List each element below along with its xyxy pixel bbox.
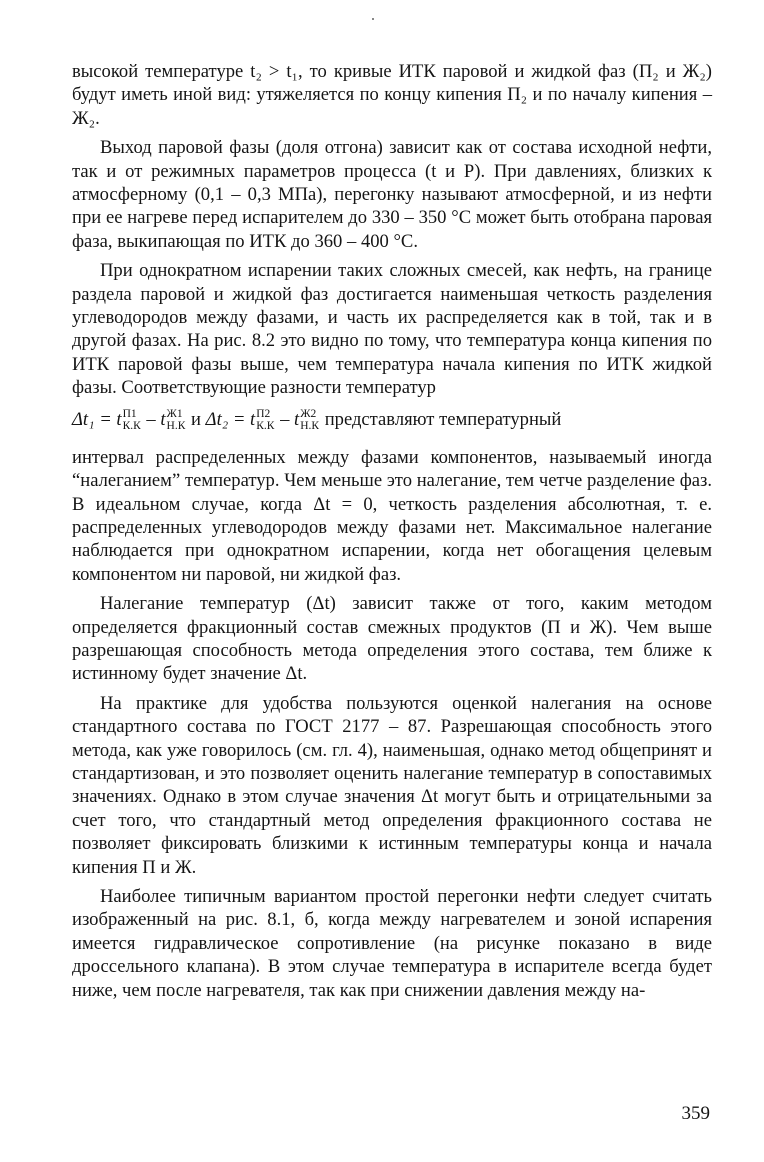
formula-minus-1: – t [141, 408, 166, 430]
formula-script-3 [256, 408, 274, 432]
temperature-difference-formula [72, 406, 712, 434]
page-number: 359 [681, 1103, 710, 1124]
formula-sub-4: Н.К [300, 420, 320, 433]
formula-sub-3: К.К [256, 420, 275, 433]
paragraph-6: На практике для удобства пользуются оценкой налегания на основе стандартного состава по ГОСТ 2177 – 87. Разрешающая способность этого метода, как уже говорилось (см. гл. 4), наименьшая, однако метод общепринят и стандартизован, и это позволяет оценить налегание температур в сопоставимых значениях. Однако в этом случае значения Δt могут быть и отрицательными за счет того, что стандартный метод определения фракционного состава не позволяет фиксировать близкими к истинным температуры конца и начала кипения П и Ж. [72, 692, 712, 878]
paragraph-1: высокой температуре t₂ > t₁, то кривые ИТК паровой и жидкой фаз (П₂ и Ж₂) будут иметь иной вид: утяжеляется по концу кипения П₂ и по началу кипения – Ж₂. [72, 61, 712, 129]
formula-sup-4: Ж2 [300, 408, 317, 421]
formula-sup-3: П2 [256, 408, 271, 421]
paragraph-5: Налегание температур (Δt) зависит также от того, каким методом определяется фракционный состав смежных продуктов (П и Ж). Чем выше разрешающая способность метода определения этого состава, тем ближе к истинному будет значение Δt. [72, 593, 712, 685]
paragraph-2: Выход паровой фазы (доля отгона) зависит как от состава исходной нефти, так и от режимных параметров процесса (t и P). При давлениях, близких к атмосферному (0,1 – 0,3 МПа), перегонку называют атмосферной, и из нефти при ее нагреве перед испарителем до 330 – 350 °C может быть отобрана паровая фаза, выкипающая по ИТК до 360 – 400 °C. [72, 137, 712, 252]
formula-script-1 [123, 408, 141, 432]
formula-script-4 [300, 408, 319, 432]
formula-sup-2: Ж1 [166, 408, 183, 421]
paragraph-7: Наиболее типичным вариантом простой перегонки нефти следует считать изображенный на рис. 8.1, б, когда между нагревателем и зоной испарения имеется гидравлическое сопротивление (на рисунке показано в виде дроссельного клапана). В этом случае температура в испарителе всегда будет ниже, чем после нагревателя, так как при снижении давления между на- [72, 886, 712, 1001]
page-body [72, 60, 712, 1008]
formula-script-2 [167, 408, 186, 432]
formula-tail: представляют температурный [320, 408, 562, 430]
formula-lhs-2: Δt₂ = t [205, 408, 256, 430]
paragraph-3: При однократном испарении таких сложных смесей, как нефть, на границе раздела паровой и жидкой фаз достигается наименьшая четкость разделения углеводородов между фазами, и часть их распределяется как в той, так и в другой фазах. На рис. 8.2 это видно по тому, что температура конца кипения по ИТК паровой фазы выше, чем температура начала кипения по ИТК жидкой фазы. Соответствующие разности температур [72, 260, 712, 399]
formula-sup-1: П1 [122, 408, 137, 421]
formula-lhs-1: Δt₁ = t [72, 408, 122, 430]
paragraph-4: интервал распределенных между фазами компонентов, называемый иногда “налеганием” температур. Чем меньше это налегание, тем четче разделение фаз. В идеальном случае, когда Δt = 0, четкость разделения абсолютная, т. е. распределенных углеводородов между фазами нет. Максимальное налегание наблюдается при однократном испарении, когда нет обогащения целевым компонентом ни паровой, ни жидкой фаз. [72, 446, 712, 585]
formula-sub-1: К.К [122, 420, 141, 433]
formula-minus-2: – t [275, 408, 300, 430]
formula-sub-2: Н.К [166, 420, 186, 433]
scan-mark [372, 18, 374, 20]
formula-conjunction: и [186, 408, 206, 430]
